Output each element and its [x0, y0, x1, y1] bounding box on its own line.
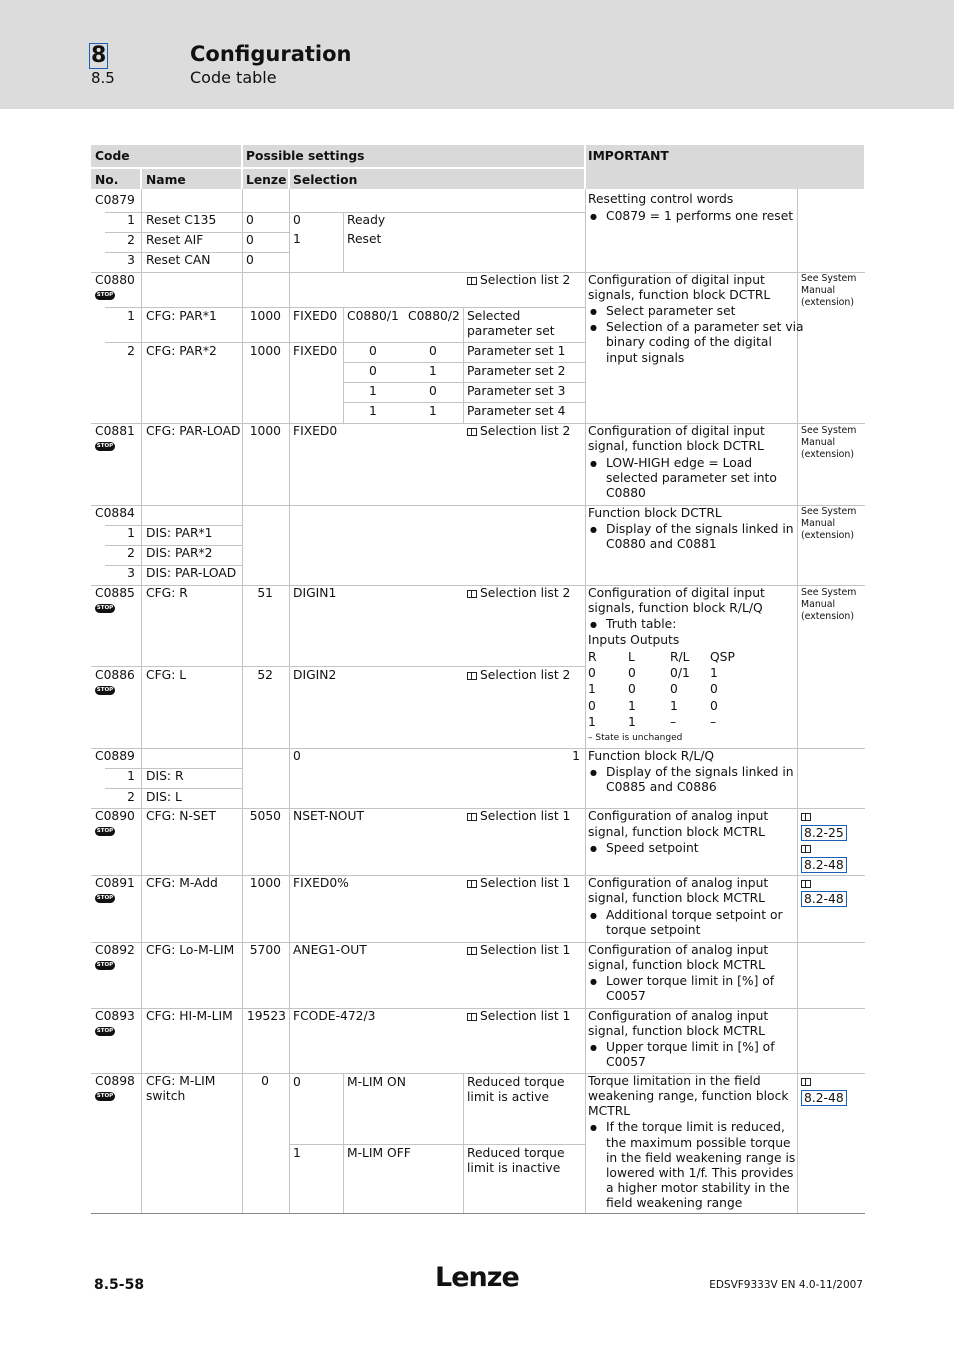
- important-bullet: lowered with 1/f. This provides: [606, 1166, 794, 1180]
- truth-cell: 0: [628, 666, 636, 680]
- param-name: DIS: PAR*1: [146, 526, 213, 540]
- book-icon: [801, 841, 814, 857]
- important-text: signal, function block MCTRL: [588, 1024, 765, 1038]
- stop-icon: STOP: [96, 828, 114, 834]
- lenze-default: 1000: [249, 876, 281, 890]
- important-bullet: Upper torque limit in [%] of: [606, 1040, 775, 1054]
- stop-icon: STOP: [96, 895, 114, 901]
- book-icon: [801, 1074, 814, 1090]
- see-system-manual: (extension): [801, 530, 855, 541]
- lenze-selection: FIXED0: [293, 424, 338, 438]
- sub-no: 1: [127, 213, 135, 227]
- see-system-manual: (extension): [801, 297, 855, 308]
- lenze-default: 19523: [246, 1009, 286, 1023]
- param-name: CFG: PAR*2: [146, 344, 217, 358]
- option-value: 0: [293, 1075, 301, 1089]
- stop-icon: STOP: [96, 687, 114, 693]
- bullet: ●: [590, 620, 597, 629]
- stop-icon: STOP: [96, 1093, 114, 1099]
- header-name: Name: [146, 173, 186, 187]
- bullet: ●: [590, 525, 597, 534]
- important-text: Resetting control words: [588, 192, 734, 206]
- important-bullet: LOW-HIGH edge = Load: [606, 456, 753, 470]
- param-name: CFG: PAR-LOAD: [146, 424, 241, 438]
- param-name: CFG: Lo-M-LIM: [146, 943, 235, 957]
- range-max: 1: [572, 749, 580, 763]
- option-name: M-LIM OFF: [347, 1146, 411, 1160]
- combo-a: 1: [369, 384, 377, 398]
- document-id: EDSVF9333V EN 4.0-11/2007: [709, 1279, 863, 1291]
- important-text: Configuration of digital input: [588, 273, 765, 287]
- lenze-selection: ANEG1-OUT: [293, 943, 367, 957]
- page-title: Configuration: [190, 42, 352, 66]
- inputs-outputs: Inputs Outputs: [588, 633, 680, 647]
- see-system-manual: See System: [801, 587, 857, 598]
- book-icon: [801, 809, 814, 825]
- important-bullet: Additional torque setpoint or: [606, 908, 783, 922]
- truth-cell: 1: [588, 682, 596, 696]
- selection-value: 1: [293, 232, 301, 246]
- bullet: ●: [590, 768, 597, 777]
- stop-icon: STOP: [96, 443, 114, 449]
- book-icon: [467, 880, 477, 888]
- combo-b: 1: [429, 364, 437, 378]
- header-code: Code: [95, 149, 130, 163]
- lenze-selection: DIGIN2: [293, 668, 337, 682]
- selection-value: 0: [293, 213, 301, 227]
- see-system-manual: See System: [801, 425, 857, 436]
- important-bullet: Lower torque limit in [%] of: [606, 974, 775, 988]
- option-text: Reduced torque: [467, 1146, 565, 1160]
- selection-list-ref[interactable]: Selection list 1: [467, 943, 570, 959]
- lenze-default: 51: [257, 586, 273, 600]
- important-bullet: C0879 = 1 performs one reset: [606, 209, 794, 223]
- lenze-default: 52: [257, 668, 273, 682]
- combo-b: 1: [429, 404, 437, 418]
- bullet: ●: [590, 307, 597, 316]
- lenze-default: 5700: [249, 943, 281, 957]
- lenze-default: 1000: [249, 424, 281, 438]
- truth-cell: 0/1: [670, 666, 690, 680]
- selection-list-ref[interactable]: Selection list 1: [467, 809, 570, 825]
- stop-icon: STOP: [96, 962, 114, 968]
- lenze-default: 5050: [249, 809, 281, 823]
- page-ref-link[interactable]: 8.2-48: [801, 857, 847, 873]
- truth-note: – State is unchanged: [588, 733, 683, 743]
- bullet: ●: [590, 911, 597, 920]
- code-id: C0890: [95, 809, 135, 823]
- combo-a: 0: [369, 364, 377, 378]
- see-system-manual: Manual: [801, 518, 836, 529]
- sub-no: 2: [127, 233, 135, 247]
- lenze-selection: FIXED0: [293, 309, 338, 323]
- important-text: Configuration of digital input: [588, 586, 765, 600]
- truth-cell: 1: [628, 699, 636, 713]
- combo-text: Parameter set 4: [467, 404, 566, 418]
- lenze-selection: FCODE-472/3: [293, 1009, 376, 1023]
- truth-cell: 0: [710, 682, 718, 696]
- truth-cell: 0: [710, 699, 718, 713]
- book-icon: [467, 277, 477, 285]
- book-icon: [467, 1013, 477, 1021]
- lenze-default: 0: [246, 253, 254, 267]
- truth-cell: 1: [588, 715, 596, 729]
- sub-no: 2: [127, 790, 135, 804]
- selection-text: Ready: [347, 213, 386, 227]
- lenze-selection: NSET-NOUT: [293, 809, 364, 823]
- code-id: C0892: [95, 943, 135, 957]
- selection-text: Reset: [347, 232, 382, 246]
- truth-cell: –: [710, 715, 717, 729]
- important-text: Torque limitation in the field: [588, 1074, 761, 1088]
- param-name: CFG: PAR*1: [146, 309, 217, 323]
- code-id: C0898: [95, 1074, 135, 1088]
- page-ref-link[interactable]: 8.2-48: [801, 891, 847, 907]
- combo-text: Parameter set 3: [467, 384, 566, 398]
- important-text: weakening range, function block: [588, 1089, 789, 1103]
- lenze-selection: FIXED0%: [293, 876, 349, 890]
- lenze-selection: FIXED0: [293, 344, 338, 358]
- bullet: ●: [590, 212, 597, 221]
- stop-icon: STOP: [96, 292, 114, 298]
- important-text: signal, function block MCTRL: [588, 891, 765, 905]
- combo-text: Parameter set 1: [467, 344, 566, 358]
- important-bullet: input signals: [606, 351, 685, 365]
- important-bullet: Truth table:: [606, 617, 677, 631]
- important-bullet: C0880 and C0881: [606, 537, 717, 551]
- code-id: C0886: [95, 668, 135, 682]
- important-bullet: torque setpoint: [606, 923, 701, 937]
- see-system-manual: (extension): [801, 449, 855, 460]
- option-text: limit is active: [467, 1090, 550, 1104]
- important-text: signals, function block DCTRL: [588, 288, 771, 302]
- sub-no: 3: [127, 253, 135, 267]
- param-name: CFG: N-SET: [146, 809, 216, 823]
- combo-text: Parameter set 2: [467, 364, 566, 378]
- book-icon: [467, 590, 477, 598]
- option-value: 1: [293, 1146, 301, 1160]
- header-selection: Selection: [293, 173, 358, 187]
- option-text: Reduced torque: [467, 1075, 565, 1089]
- code-id: C0889: [95, 749, 135, 763]
- book-icon: [467, 672, 477, 680]
- param-name: CFG: R: [146, 586, 188, 600]
- page-header: [0, 0, 954, 109]
- lenze-default: 1000: [249, 309, 281, 323]
- important-text: Function block R/L/Q: [588, 749, 715, 763]
- selection-list-ref[interactable]: Selection list 2: [467, 586, 570, 602]
- lenze-logo: Lenze: [435, 1262, 519, 1293]
- combo-b: 0: [429, 384, 437, 398]
- option-name: M-LIM ON: [347, 1075, 406, 1089]
- param-name: DIS: L: [146, 790, 182, 804]
- col-head-b: C0880/2: [408, 309, 460, 323]
- important-bullet: C0880: [606, 486, 646, 500]
- param-name: DIS: PAR*2: [146, 546, 213, 560]
- important-bullet: binary coding of the digital: [606, 335, 772, 349]
- important-bullet: the maximum possible torque: [606, 1136, 791, 1150]
- important-bullet: Display of the signals linked in: [606, 765, 794, 779]
- selection-list-ref[interactable]: Selection list 1: [467, 1009, 570, 1025]
- sub-no: 1: [127, 309, 135, 323]
- header-lenze: Lenze: [246, 173, 287, 187]
- important-text: Configuration of digital input: [588, 424, 765, 438]
- important-bullet: selected parameter set into: [606, 471, 777, 485]
- lenze-default: 0: [246, 233, 254, 247]
- lenze-default: 0: [261, 1074, 269, 1088]
- stop-icon: STOP: [96, 1028, 114, 1034]
- lenze-default: 0: [246, 213, 254, 227]
- see-system-manual: Manual: [801, 437, 836, 448]
- bullet: ●: [590, 1123, 597, 1132]
- truth-head: R/L: [670, 650, 690, 664]
- see-system-manual: Manual: [801, 599, 836, 610]
- lenze-default: 1000: [249, 344, 281, 358]
- important-text: Configuration of analog input: [588, 809, 769, 823]
- bullet: ●: [590, 977, 597, 986]
- important-text: signals, function block R/L/Q: [588, 601, 763, 615]
- range-min: 0: [293, 749, 301, 763]
- param-name: Reset CAN: [146, 253, 211, 267]
- code-id: C0893: [95, 1009, 135, 1023]
- see-system-manual: Manual: [801, 285, 836, 296]
- selection-list-ref[interactable]: Selection list 2: [467, 668, 570, 684]
- param-name: Reset AIF: [146, 233, 204, 247]
- truth-cell: 0: [588, 699, 596, 713]
- truth-cell: 1: [670, 699, 678, 713]
- option-text: limit is inactive: [467, 1161, 561, 1175]
- book-icon: [467, 428, 477, 436]
- important-bullet: Display of the signals linked in: [606, 522, 794, 536]
- truth-cell: 0: [670, 682, 678, 696]
- param-name: DIS: PAR-LOAD: [146, 566, 237, 580]
- see-system-manual: See System: [801, 506, 857, 517]
- header-possible-settings: Possible settings: [246, 149, 365, 163]
- important-text: signal, function block MCTRL: [588, 825, 765, 839]
- important-bullet: C0885 and C0886: [606, 780, 717, 794]
- truth-cell: 1: [710, 666, 718, 680]
- param-name: CFG: M-LIM: [146, 1074, 216, 1088]
- important-text: MCTRL: [588, 1104, 631, 1118]
- page-subtitle: Code table: [190, 68, 277, 87]
- selection-list-ref[interactable]: Selection list 1: [467, 876, 570, 892]
- important-bullet: Speed setpoint: [606, 841, 699, 855]
- code-id: C0879: [95, 193, 135, 207]
- param-name: Reset C135: [146, 213, 217, 227]
- truth-cell: –: [670, 715, 677, 729]
- important-bullet: field weakening range: [606, 1196, 743, 1210]
- book-icon: [801, 876, 814, 892]
- sub-no: 1: [127, 526, 135, 540]
- chapter-number[interactable]: 8: [91, 43, 107, 68]
- sub-no: 1: [127, 769, 135, 783]
- code-id: C0881: [95, 424, 135, 438]
- selection-list-ref[interactable]: Selection list 2: [467, 424, 570, 440]
- section-number: 8.5: [91, 69, 115, 87]
- page-ref-link[interactable]: 8.2-48: [801, 1090, 847, 1106]
- combo-b: 0: [429, 344, 437, 358]
- truth-head: L: [628, 650, 635, 664]
- important-bullet: Selection of a parameter set via: [606, 320, 804, 334]
- important-bullet: C0057: [606, 989, 646, 1003]
- bullet: ●: [590, 1043, 597, 1052]
- truth-cell: 1: [628, 715, 636, 729]
- param-name: DIS: R: [146, 769, 184, 783]
- important-text: Configuration of analog input: [588, 943, 769, 957]
- bullet: ●: [590, 323, 597, 332]
- book-icon: [467, 813, 477, 821]
- param-name: CFG: M-Add: [146, 876, 218, 890]
- header-important: IMPORTANT: [588, 149, 669, 163]
- truth-cell: 0: [628, 682, 636, 696]
- truth-head: QSP: [710, 650, 735, 664]
- truth-head: R: [588, 650, 597, 664]
- param-name: CFG: HI-M-LIM: [146, 1009, 233, 1023]
- combo-a: 0: [369, 344, 377, 358]
- important-bullet: Select parameter set: [606, 304, 736, 318]
- book-icon: [467, 947, 477, 955]
- important-bullet: C0057: [606, 1055, 646, 1069]
- code-id: C0891: [95, 876, 135, 890]
- truth-cell: 0: [588, 666, 596, 680]
- important-bullet: in the field weakening range is: [606, 1151, 796, 1165]
- bullet: ●: [590, 844, 597, 853]
- lenze-selection: DIGIN1: [293, 586, 337, 600]
- stop-icon: STOP: [96, 605, 114, 611]
- see-system-manual: See System: [801, 273, 857, 284]
- param-name: CFG: L: [146, 668, 187, 682]
- important-text: signal, function block MCTRL: [588, 958, 765, 972]
- param-name: switch: [146, 1089, 186, 1103]
- page-ref-link[interactable]: 8.2-25: [801, 825, 847, 841]
- code-id: C0880: [95, 273, 135, 287]
- important-text: signal, function block DCTRL: [588, 439, 764, 453]
- col-head-c: parameter set: [467, 324, 555, 338]
- sub-no: 2: [127, 344, 135, 358]
- see-system-manual: (extension): [801, 611, 855, 622]
- important-bullet: a higher motor stability in the: [606, 1181, 790, 1195]
- selection-list-ref[interactable]: Selection list 2: [467, 273, 570, 289]
- important-bullet: If the torque limit is reduced,: [606, 1120, 785, 1134]
- col-head-c: Selected: [467, 309, 521, 323]
- code-id: C0885: [95, 586, 135, 600]
- bullet: ●: [590, 459, 597, 468]
- col-head-a: C0880/1: [347, 309, 399, 323]
- page-number: 8.5-58: [94, 1277, 145, 1293]
- important-text: Function block DCTRL: [588, 506, 722, 520]
- sub-no: 3: [127, 566, 135, 580]
- important-text: Configuration of analog input: [588, 1009, 769, 1023]
- sub-no: 2: [127, 546, 135, 560]
- combo-a: 1: [369, 404, 377, 418]
- header-no: No.: [95, 173, 119, 187]
- code-id: C0884: [95, 506, 135, 520]
- important-text: Configuration of analog input: [588, 876, 769, 890]
